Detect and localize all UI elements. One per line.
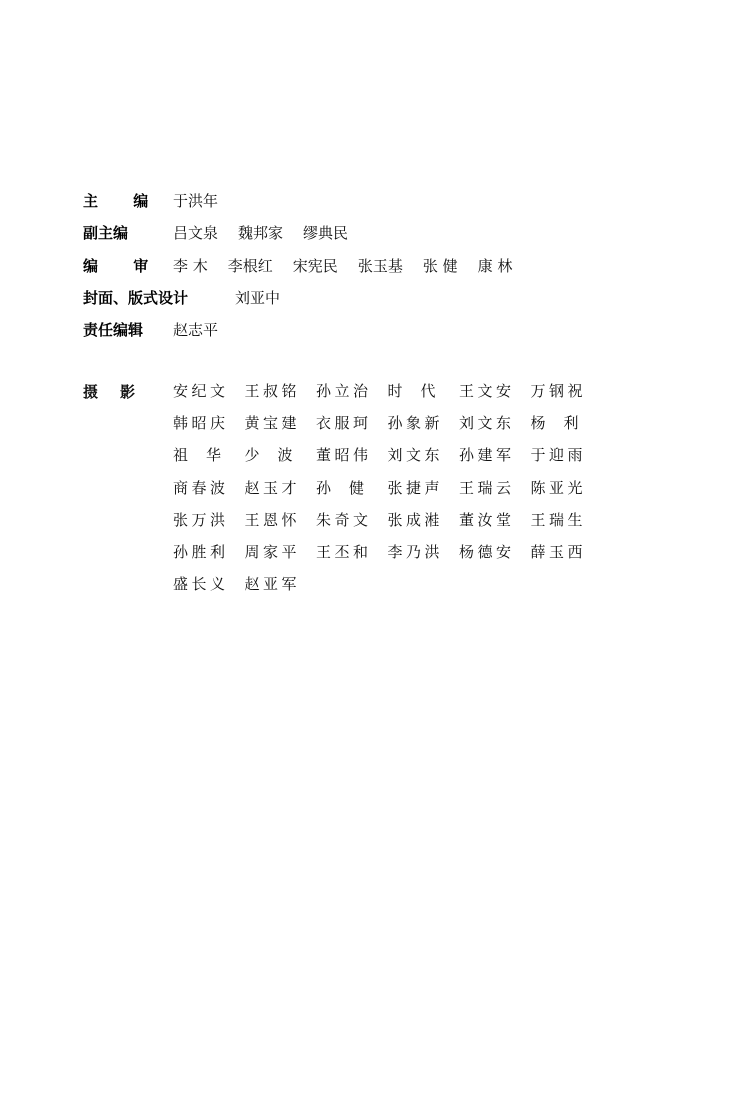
- photographer-name: 陈亚光: [530, 478, 583, 497]
- photographer-name: 杨利: [530, 414, 579, 433]
- role-label: 编 审: [83, 256, 164, 275]
- photographer-name: 赵亚军: [244, 575, 297, 594]
- credit-name: 缪典民: [303, 223, 349, 242]
- credit-name: 吕文泉: [173, 223, 219, 242]
- photographer-name: 王丕和: [316, 543, 368, 561]
- photographer-name: 少波: [244, 446, 293, 465]
- role-label: 封面、版式设计: [83, 288, 189, 307]
- names-list: [235, 285, 300, 309]
- credit-name: 李根红: [227, 256, 273, 275]
- photographer-name: 盛长义: [173, 575, 225, 594]
- credit-name: 魏邦家: [238, 223, 284, 242]
- credit-name: 赵志平: [173, 320, 219, 339]
- photographer-name: 孙胜利: [173, 543, 225, 561]
- credit-name: 李 木: [173, 256, 208, 275]
- photographer-name: 张成溎: [387, 510, 440, 529]
- photographer-name: 于迎雨: [530, 446, 583, 465]
- photographer-name: 朱奇文: [316, 510, 368, 529]
- photographer-name: 张万洪: [173, 510, 225, 529]
- photographer-name: 衣服珂: [316, 414, 368, 433]
- photographer-name: 刘文东: [387, 446, 440, 465]
- photographer-name: 董汝堂: [459, 510, 511, 529]
- role-label: 主 编: [83, 191, 164, 210]
- photographer-name: 李乃洪: [387, 543, 440, 561]
- photographer-name: 黄宝建: [244, 414, 297, 433]
- credit-name: 于洪年: [173, 191, 219, 210]
- photographer-name: 商春波: [173, 478, 225, 497]
- role-label-photography: 摄影: [83, 383, 135, 401]
- photographer-name: 祖华: [173, 446, 221, 465]
- role-label: 副主编: [83, 223, 129, 242]
- names-list: [173, 220, 368, 244]
- photographer-name: 孙建军: [459, 446, 511, 465]
- photographer-name: 杨德安: [459, 543, 511, 561]
- photographer-name: 孙健: [316, 478, 364, 497]
- photographer-name: 董昭伟: [316, 446, 368, 465]
- photographer-name: 王文安: [459, 382, 511, 400]
- credit-row-editor-in-chief: [83, 188, 219, 212]
- names-list: [173, 253, 532, 277]
- photographer-name: 王叔铭: [244, 382, 297, 400]
- photographer-name: 王瑞云: [459, 478, 511, 497]
- photographer-name: 孙立治: [316, 382, 368, 400]
- credit-name: 宋宪民: [292, 256, 338, 275]
- photographer-name: 王恩怀: [244, 510, 297, 529]
- photographer-name: 时代: [387, 382, 436, 400]
- photographer-name: 张捷声: [387, 478, 440, 497]
- credit-name: 康 林: [477, 256, 513, 275]
- role-label: 责任编辑: [83, 320, 144, 339]
- photographer-name: 孙象新: [387, 414, 440, 433]
- photographer-name: 周家平: [244, 543, 297, 561]
- photographer-name: 韩昭庆: [173, 414, 225, 433]
- names-list: [173, 317, 238, 341]
- photographer-name: 万钢祝: [530, 382, 583, 400]
- credit-name: 张玉基: [357, 256, 403, 275]
- credit-row-cover-design: [83, 285, 281, 309]
- photographer-name: 薛玉西: [530, 543, 583, 561]
- photographer-name: 赵玉才: [244, 478, 297, 497]
- photographer-name: 刘文东: [459, 414, 511, 433]
- credit-row-responsible-editor: [83, 317, 219, 341]
- credit-name: 刘亚中: [235, 288, 281, 307]
- names-list: [173, 188, 238, 212]
- credit-row-reviewers: [83, 253, 513, 277]
- credit-row-deputy-editor: [83, 220, 349, 244]
- photographer-name: 王瑞生: [530, 510, 583, 529]
- credit-name: 张 健: [422, 256, 458, 275]
- photographer-name: 安纪文: [173, 382, 225, 400]
